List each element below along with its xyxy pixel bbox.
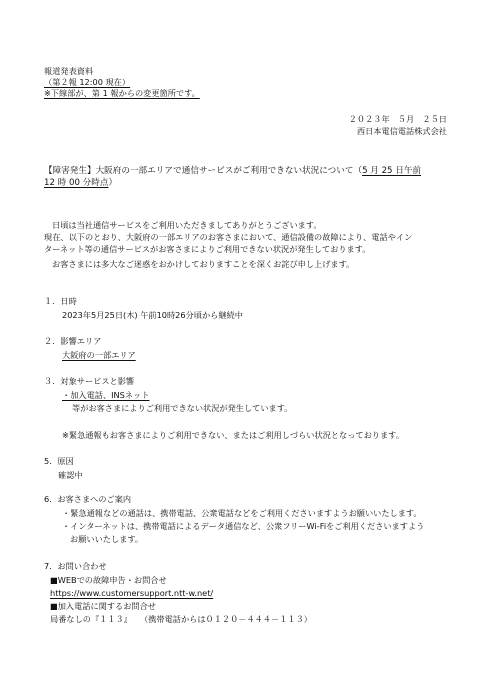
intro-line-4: お客さまには多大なご迷惑をおかけしておりますことを深くお詫び申し上げます。 <box>52 259 355 269</box>
company-name: 西日本電信電話株式会社 <box>356 126 447 136</box>
section-service-note: ※緊急通報もお客さまによりご利用できない、またはご利用しづらい状況となっております。 <box>62 430 404 440</box>
section-datetime-heading: １．日時 <box>44 296 77 306</box>
title-prefix: 【障害発生】大阪府の一部エリアで通信サービスがご利用できない状況について（ <box>44 166 363 176</box>
change-note: ※下線部が、第 1 報からの変更箇所です。 <box>44 88 200 98</box>
document-type: 報道発表資料 <box>44 66 94 76</box>
contact-web-link[interactable]: https://www.customersupport.ntt-w.net/ <box>50 588 214 598</box>
section-guidance-heading: 6．お客さまへのご案内 <box>44 494 132 504</box>
title-changed-date: 5 月 25 日午前 <box>362 166 422 176</box>
intro-line-2: 現在、以下のとおり、大阪府の一部エリアのお客さまにおいて、通信設備の故障により、電話やイン <box>44 232 413 242</box>
section-datetime-body: 2023年5月25日(木) 午前10時26分頃から継続中 <box>62 310 243 320</box>
section-service-list: ・加入電話、INSネット <box>62 390 150 400</box>
report-number: （第２報 12:00 現在） <box>44 77 131 87</box>
section-area-heading: ２．影響エリア <box>44 336 102 346</box>
section-guidance-item-1: ・緊急通報などの通話は、携帯電話、公衆電話などをご利用くださいますようお願いいたします。 <box>62 508 422 518</box>
section-contact-heading: 7．お問い合わせ <box>44 561 107 571</box>
contact-phone-line: 局番なしの『１１３』 （携帯電話からは０１２０－４４４－１１３） <box>50 614 312 624</box>
title-changed-time: 12 時 00 分時点 <box>44 178 109 188</box>
section-service-effect: 等がお客さまによりご利用できない状況が発生しています。 <box>72 403 293 413</box>
section-service-heading: ３．対象サービスと影響 <box>44 376 135 386</box>
intro-line-1: 日頃は当社通信サービスをご利用いただきましてありがとうございます。 <box>52 220 322 230</box>
section-cause-heading: 5．原因 <box>44 456 74 466</box>
page-title-line2 <box>44 178 117 189</box>
page-title <box>44 166 421 177</box>
section-guidance-item-2: ・インターネットは、携帯電話によるデータ通信など、公衆フリーWi-Fiをご利用くださいますよう <box>62 521 425 531</box>
contact-web-label: ■WEBでの故障申告・お問合せ <box>50 575 167 585</box>
contact-phone-label: ■加入電話に関するお問合せ <box>50 601 156 611</box>
section-guidance-item-2-cont: お願いいたします。 <box>70 534 144 544</box>
intro-line-3: ターネット等の通信サービスがお客さまによりご利用できない状況が発生しております。 <box>44 244 371 254</box>
section-cause-body: 確認中 <box>58 470 83 480</box>
release-date: ２０２３年 ５月 ２５日 <box>348 114 447 124</box>
section-area-body: 大阪府の一部エリア <box>62 350 136 360</box>
title-suffix: ） <box>108 178 118 188</box>
